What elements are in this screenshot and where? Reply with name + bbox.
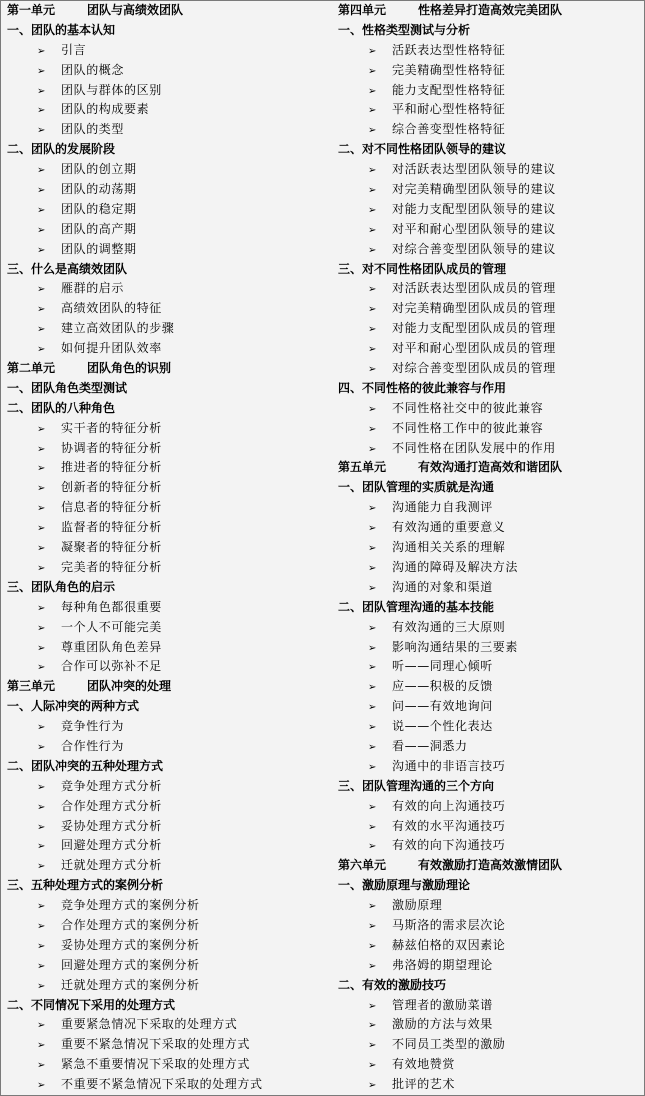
list-item bbox=[7, 817, 332, 837]
arrow-bullet-icon: ➢ bbox=[37, 1060, 46, 1072]
arrow-bullet-icon: ➢ bbox=[368, 722, 377, 734]
section-heading: 三、对不同性格团队成员的管理 bbox=[338, 261, 507, 276]
list-item bbox=[7, 1035, 332, 1055]
arrow-bullet-icon: ➢ bbox=[37, 1040, 46, 1052]
arrow-bullet-icon: ➢ bbox=[368, 622, 377, 634]
list-item bbox=[338, 1035, 644, 1055]
list-item-text: 竞争处理方式的案例分析 bbox=[61, 898, 200, 913]
list-item-text: 有效地赞赏 bbox=[392, 1057, 456, 1072]
arrow-bullet-icon: ➢ bbox=[368, 503, 377, 515]
list-item bbox=[7, 180, 332, 200]
list-item-text: 完美精确型性格特征 bbox=[392, 62, 506, 77]
list-item-text: 对能力支配型团队成员的管理 bbox=[392, 321, 556, 336]
list-item-text: 妥协处理方式的案例分析 bbox=[61, 937, 200, 952]
list-item-text: 沟通中的非语言技巧 bbox=[392, 758, 506, 773]
list-item bbox=[338, 200, 644, 220]
list-item-text: 迁就处理方式分析 bbox=[61, 858, 162, 873]
list-item bbox=[7, 1055, 332, 1075]
list-item-text: 有效的水平沟通技巧 bbox=[392, 818, 506, 833]
arrow-bullet-icon: ➢ bbox=[37, 622, 46, 634]
list-item bbox=[338, 677, 644, 697]
list-item-text: 不同性格工作中的彼此兼容 bbox=[392, 420, 544, 435]
list-item-text: 听——同理心倾听 bbox=[392, 659, 493, 674]
arrow-bullet-icon: ➢ bbox=[368, 45, 377, 57]
list-item-text: 推进者的特征分析 bbox=[61, 460, 162, 475]
arrow-bullet-icon: ➢ bbox=[37, 125, 46, 137]
list-item-text: 不同员工类型的激励 bbox=[392, 1037, 506, 1052]
list-item-text: 妥协处理方式分析 bbox=[61, 818, 162, 833]
list-item-text: 如何提升团队效率 bbox=[61, 341, 162, 356]
list-item-text: 马斯洛的需求层次论 bbox=[392, 917, 506, 932]
list-item-text: 信息者的特征分析 bbox=[61, 500, 162, 515]
unit-heading bbox=[7, 359, 332, 379]
section-heading: 二、团队冲突的五种处理方式 bbox=[7, 758, 164, 773]
list-item-text: 对活跃表达型团队成员的管理 bbox=[392, 281, 556, 296]
arrow-bullet-icon: ➢ bbox=[368, 304, 377, 316]
list-item bbox=[7, 737, 332, 757]
arrow-bullet-icon: ➢ bbox=[368, 662, 377, 674]
arrow-bullet-icon: ➢ bbox=[37, 284, 46, 296]
list-item bbox=[7, 896, 332, 916]
list-item bbox=[7, 956, 332, 976]
list-item bbox=[7, 797, 332, 817]
list-item-text: 实干者的特征分析 bbox=[61, 420, 162, 435]
list-item bbox=[338, 240, 644, 260]
arrow-bullet-icon: ➢ bbox=[37, 244, 46, 256]
arrow-bullet-icon: ➢ bbox=[37, 443, 46, 455]
arrow-bullet-icon: ➢ bbox=[37, 463, 46, 475]
arrow-bullet-icon: ➢ bbox=[37, 920, 46, 932]
arrow-bullet-icon: ➢ bbox=[368, 1020, 377, 1032]
list-item bbox=[338, 61, 644, 81]
list-item bbox=[7, 916, 332, 936]
list-item-text: 对完美精确型团队领导的建议 bbox=[392, 182, 556, 197]
arrow-bullet-icon: ➢ bbox=[37, 901, 46, 913]
list-item-text: 对能力支配型团队领导的建议 bbox=[392, 201, 556, 216]
arrow-bullet-icon: ➢ bbox=[368, 284, 377, 296]
arrow-bullet-icon: ➢ bbox=[37, 841, 46, 853]
unit-title: 性格差异打造高效完美团队 bbox=[418, 3, 563, 17]
list-item-text: 有效沟通的重要意义 bbox=[392, 520, 506, 535]
list-item-text: 激励的方法与效果 bbox=[392, 1017, 493, 1032]
arrow-bullet-icon: ➢ bbox=[368, 960, 377, 972]
unit-title: 团队冲突的处理 bbox=[87, 679, 172, 694]
list-item bbox=[7, 657, 332, 677]
arrow-bullet-icon: ➢ bbox=[37, 204, 46, 216]
list-item bbox=[338, 359, 644, 379]
list-item-text: 合作性行为 bbox=[61, 738, 125, 753]
list-item-text: 回避处理方式分析 bbox=[61, 838, 162, 853]
arrow-bullet-icon: ➢ bbox=[37, 940, 46, 952]
list-item-text: 紧急不重要情况下采取的处理方式 bbox=[61, 1057, 251, 1072]
left-column bbox=[1, 1, 332, 1095]
arrow-bullet-icon: ➢ bbox=[368, 741, 377, 753]
section-heading: 一、激励原理与激励理论 bbox=[338, 878, 471, 893]
list-item bbox=[338, 956, 644, 976]
list-item bbox=[338, 657, 644, 677]
list-item-text: 对平和耐心型团队领导的建议 bbox=[392, 221, 556, 236]
unit-heading bbox=[7, 677, 332, 697]
arrow-bullet-icon: ➢ bbox=[37, 224, 46, 236]
section-heading: 二、团队管理沟通的基本技能 bbox=[338, 599, 495, 614]
list-item bbox=[338, 558, 644, 578]
arrow-bullet-icon: ➢ bbox=[37, 960, 46, 972]
list-item bbox=[338, 180, 644, 200]
list-item bbox=[338, 916, 644, 936]
arrow-bullet-icon: ➢ bbox=[368, 185, 377, 197]
list-item-text: 团队的构成要素 bbox=[61, 102, 150, 117]
list-item bbox=[338, 996, 644, 1016]
section-heading: 一、人际冲突的两种方式 bbox=[7, 699, 140, 714]
arrow-bullet-icon: ➢ bbox=[37, 105, 46, 117]
arrow-bullet-icon: ➢ bbox=[368, 582, 377, 594]
list-item-text: 一个人不可能完美 bbox=[61, 619, 162, 634]
arrow-bullet-icon: ➢ bbox=[37, 45, 46, 57]
list-item bbox=[7, 558, 332, 578]
arrow-bullet-icon: ➢ bbox=[37, 344, 46, 356]
arrow-bullet-icon: ➢ bbox=[37, 523, 46, 535]
arrow-bullet-icon: ➢ bbox=[368, 125, 377, 137]
section-heading: 一、团队管理的实质就是沟通 bbox=[338, 480, 495, 495]
unit-number: 第六单元 bbox=[338, 858, 387, 873]
arrow-bullet-icon: ➢ bbox=[37, 662, 46, 674]
arrow-bullet-icon: ➢ bbox=[37, 821, 46, 833]
arrow-bullet-icon: ➢ bbox=[368, 801, 377, 813]
list-item-text: 对综合善变型团队领导的建议 bbox=[392, 241, 556, 256]
list-item-text: 凝聚者的特征分析 bbox=[61, 540, 162, 555]
list-item bbox=[7, 976, 332, 996]
section-heading: 一、团队的基本认知 bbox=[7, 22, 116, 37]
list-item-text: 弗洛姆的期望理论 bbox=[392, 957, 493, 972]
unit-number: 第一单元 bbox=[7, 3, 56, 17]
list-item-text: 团队与群体的区别 bbox=[61, 82, 162, 97]
list-item bbox=[338, 618, 644, 638]
list-item bbox=[7, 856, 332, 876]
list-item-text: 不重要不紧急情况下采取的处理方式 bbox=[61, 1077, 263, 1092]
arrow-bullet-icon: ➢ bbox=[368, 940, 377, 952]
arrow-bullet-icon: ➢ bbox=[37, 1080, 46, 1092]
list-item bbox=[338, 220, 644, 240]
list-item bbox=[338, 1015, 644, 1035]
arrow-bullet-icon: ➢ bbox=[368, 65, 377, 77]
list-item-text: 回避处理方式的案例分析 bbox=[61, 957, 200, 972]
section-heading: 三、团队角色的启示 bbox=[7, 579, 116, 594]
list-item bbox=[338, 160, 644, 180]
arrow-bullet-icon: ➢ bbox=[368, 523, 377, 535]
list-item-text: 高绩效团队的特征 bbox=[61, 301, 162, 316]
arrow-bullet-icon: ➢ bbox=[368, 324, 377, 336]
list-item-text: 创新者的特征分析 bbox=[61, 480, 162, 495]
list-item bbox=[7, 618, 332, 638]
list-item bbox=[7, 936, 332, 956]
list-item-text: 团队的稳定期 bbox=[61, 201, 137, 216]
list-item bbox=[7, 836, 332, 856]
list-item bbox=[7, 120, 332, 140]
arrow-bullet-icon: ➢ bbox=[368, 224, 377, 236]
list-item bbox=[7, 319, 332, 339]
list-item bbox=[7, 1015, 332, 1035]
list-item-text: 有效的向上沟通技巧 bbox=[392, 798, 506, 813]
list-item bbox=[338, 717, 644, 737]
section-heading: 三、五种处理方式的案例分析 bbox=[7, 878, 164, 893]
list-item-text: 协调者的特征分析 bbox=[61, 440, 162, 455]
arrow-bullet-icon: ➢ bbox=[37, 781, 46, 793]
list-item-text: 合作可以弥补不足 bbox=[61, 659, 162, 674]
unit-heading bbox=[7, 1, 332, 21]
list-item-text: 监督者的特征分析 bbox=[61, 520, 162, 535]
list-item-text: 应——积极的反馈 bbox=[392, 679, 493, 694]
list-item bbox=[338, 638, 644, 658]
list-item-text: 看——洞悉力 bbox=[392, 738, 468, 753]
arrow-bullet-icon: ➢ bbox=[368, 682, 377, 694]
arrow-bullet-icon: ➢ bbox=[37, 324, 46, 336]
section-heading: 一、团队角色类型测试 bbox=[7, 380, 128, 395]
section-heading: 一、性格类型测试与分析 bbox=[338, 22, 471, 37]
list-item bbox=[338, 697, 644, 717]
arrow-bullet-icon: ➢ bbox=[37, 861, 46, 873]
arrow-bullet-icon: ➢ bbox=[368, 920, 377, 932]
list-item bbox=[338, 817, 644, 837]
list-item-text: 合作处理方式分析 bbox=[61, 798, 162, 813]
list-item-text: 沟通能力自我测评 bbox=[392, 500, 493, 515]
list-item bbox=[338, 319, 644, 339]
list-item-text: 沟通的障碍及解决方法 bbox=[392, 559, 519, 574]
list-item-text: 团队的类型 bbox=[61, 122, 125, 137]
arrow-bullet-icon: ➢ bbox=[368, 821, 377, 833]
unit-heading bbox=[338, 458, 644, 478]
list-item bbox=[338, 1075, 644, 1095]
unit-number: 第四单元 bbox=[338, 3, 387, 17]
unit-title: 有效沟通打造高效和谐团队 bbox=[418, 460, 563, 475]
list-item bbox=[338, 1055, 644, 1075]
list-item-text: 竞争处理方式分析 bbox=[61, 778, 162, 793]
list-item bbox=[338, 578, 644, 598]
list-item bbox=[7, 419, 332, 439]
list-item-text: 团队的高产期 bbox=[61, 221, 137, 236]
arrow-bullet-icon: ➢ bbox=[368, 1000, 377, 1012]
arrow-bullet-icon: ➢ bbox=[368, 364, 377, 376]
list-item-text: 对完美精确型团队成员的管理 bbox=[392, 301, 556, 316]
section-heading: 二、不同情况下采用的处理方式 bbox=[7, 997, 176, 1012]
section-heading: 二、团队的八种角色 bbox=[7, 400, 116, 415]
list-item bbox=[7, 299, 332, 319]
list-item-text: 问——有效地询问 bbox=[392, 699, 493, 714]
list-item bbox=[338, 498, 644, 518]
list-item-text: 平和耐心型性格特征 bbox=[392, 102, 506, 117]
arrow-bullet-icon: ➢ bbox=[37, 642, 46, 654]
list-item bbox=[7, 498, 332, 518]
arrow-bullet-icon: ➢ bbox=[368, 423, 377, 435]
section-heading: 四、不同性格的彼此兼容与作用 bbox=[338, 380, 507, 395]
list-item bbox=[338, 737, 644, 757]
list-item-text: 团队的创立期 bbox=[61, 162, 137, 177]
list-item-text: 说——个性化表达 bbox=[392, 719, 493, 734]
list-item-text: 赫兹伯格的双因素论 bbox=[392, 937, 506, 952]
right-column bbox=[332, 1, 644, 1095]
list-item bbox=[7, 220, 332, 240]
list-item-text: 建立高效团队的步骤 bbox=[61, 321, 175, 336]
arrow-bullet-icon: ➢ bbox=[368, 403, 377, 415]
arrow-bullet-icon: ➢ bbox=[368, 702, 377, 714]
list-item bbox=[7, 717, 332, 737]
list-item-text: 完美者的特征分析 bbox=[61, 559, 162, 574]
arrow-bullet-icon: ➢ bbox=[37, 85, 46, 97]
arrow-bullet-icon: ➢ bbox=[368, 1060, 377, 1072]
list-item bbox=[338, 538, 644, 558]
list-item bbox=[338, 81, 644, 101]
list-item-text: 竞争性行为 bbox=[61, 719, 125, 734]
list-item bbox=[338, 100, 644, 120]
arrow-bullet-icon: ➢ bbox=[368, 244, 377, 256]
list-item-text: 对综合善变型团队成员的管理 bbox=[392, 361, 556, 376]
arrow-bullet-icon: ➢ bbox=[37, 483, 46, 495]
list-item bbox=[7, 518, 332, 538]
arrow-bullet-icon: ➢ bbox=[368, 344, 377, 356]
list-item-text: 团队的调整期 bbox=[61, 241, 137, 256]
list-item-text: 影响沟通结果的三要素 bbox=[392, 639, 519, 654]
list-item-text: 有效沟通的三大原则 bbox=[392, 619, 506, 634]
arrow-bullet-icon: ➢ bbox=[368, 105, 377, 117]
unit-number: 第二单元 bbox=[7, 361, 56, 376]
list-item bbox=[7, 160, 332, 180]
unit-title: 团队角色的识别 bbox=[87, 361, 172, 376]
list-item bbox=[7, 81, 332, 101]
section-heading: 三、团队管理沟通的三个方向 bbox=[338, 778, 495, 793]
arrow-bullet-icon: ➢ bbox=[368, 901, 377, 913]
list-item bbox=[338, 896, 644, 916]
arrow-bullet-icon: ➢ bbox=[368, 165, 377, 177]
unit-heading bbox=[338, 1, 644, 21]
list-item-text: 团队的概念 bbox=[61, 62, 125, 77]
list-item-text: 批评的艺术 bbox=[392, 1077, 456, 1092]
list-item-text: 综合善变型性格特征 bbox=[392, 122, 506, 137]
list-item bbox=[7, 41, 332, 61]
list-item-text: 对活跃表达型团队领导的建议 bbox=[392, 162, 556, 177]
unit-heading bbox=[338, 856, 644, 876]
list-item bbox=[338, 41, 644, 61]
list-item bbox=[338, 797, 644, 817]
list-item-text: 重要紧急情况下采取的处理方式 bbox=[61, 1017, 238, 1032]
list-item-text: 激励原理 bbox=[392, 898, 443, 913]
arrow-bullet-icon: ➢ bbox=[37, 165, 46, 177]
list-item bbox=[7, 200, 332, 220]
arrow-bullet-icon: ➢ bbox=[368, 642, 377, 654]
arrow-bullet-icon: ➢ bbox=[37, 304, 46, 316]
list-item bbox=[7, 777, 332, 797]
list-item bbox=[7, 240, 332, 260]
unit-title: 有效激励打造高效激情团队 bbox=[418, 858, 563, 873]
arrow-bullet-icon: ➢ bbox=[37, 1020, 46, 1032]
arrow-bullet-icon: ➢ bbox=[368, 85, 377, 97]
arrow-bullet-icon: ➢ bbox=[37, 65, 46, 77]
list-item bbox=[338, 299, 644, 319]
list-item-text: 沟通的对象和渠道 bbox=[392, 579, 493, 594]
list-item bbox=[7, 61, 332, 81]
list-item bbox=[338, 419, 644, 439]
list-item bbox=[7, 458, 332, 478]
list-item-text: 能力支配型性格特征 bbox=[392, 82, 506, 97]
list-item-text: 引言 bbox=[61, 42, 87, 57]
list-item bbox=[338, 757, 644, 777]
arrow-bullet-icon: ➢ bbox=[368, 443, 377, 455]
list-item bbox=[7, 1075, 332, 1095]
arrow-bullet-icon: ➢ bbox=[368, 543, 377, 555]
arrow-bullet-icon: ➢ bbox=[37, 801, 46, 813]
arrow-bullet-icon: ➢ bbox=[368, 562, 377, 574]
list-item bbox=[338, 399, 644, 419]
arrow-bullet-icon: ➢ bbox=[37, 185, 46, 197]
unit-number: 第三单元 bbox=[7, 679, 56, 694]
list-item bbox=[7, 478, 332, 498]
unit-number: 第五单元 bbox=[338, 460, 387, 475]
list-item bbox=[338, 439, 644, 459]
list-item bbox=[7, 100, 332, 120]
list-item bbox=[338, 120, 644, 140]
unit-title: 团队与高绩效团队 bbox=[87, 3, 184, 17]
arrow-bullet-icon: ➢ bbox=[37, 602, 46, 614]
section-heading: 二、有效的激励技巧 bbox=[338, 977, 447, 992]
arrow-bullet-icon: ➢ bbox=[368, 841, 377, 853]
list-item-text: 沟通相关关系的理解 bbox=[392, 540, 506, 555]
list-item-text: 雁群的启示 bbox=[61, 281, 125, 296]
list-item bbox=[7, 339, 332, 359]
section-heading: 三、什么是高绩效团队 bbox=[7, 261, 128, 276]
arrow-bullet-icon: ➢ bbox=[368, 1040, 377, 1052]
list-item bbox=[338, 936, 644, 956]
list-item-text: 对平和耐心型团队成员的管理 bbox=[392, 341, 556, 356]
section-heading: 二、对不同性格团队领导的建议 bbox=[338, 142, 507, 157]
list-item-text: 尊重团队角色差异 bbox=[61, 639, 162, 654]
list-item-text: 不同性格社交中的彼此兼容 bbox=[392, 400, 544, 415]
list-item bbox=[7, 439, 332, 459]
arrow-bullet-icon: ➢ bbox=[37, 722, 46, 734]
list-item-text: 活跃表达型性格特征 bbox=[392, 42, 506, 57]
list-item bbox=[338, 339, 644, 359]
list-item-text: 每种角色都很重要 bbox=[61, 599, 162, 614]
arrow-bullet-icon: ➢ bbox=[37, 543, 46, 555]
list-item bbox=[7, 279, 332, 299]
list-item bbox=[338, 836, 644, 856]
list-item-text: 团队的动荡期 bbox=[61, 182, 137, 197]
list-item-text: 合作处理方式的案例分析 bbox=[61, 917, 200, 932]
arrow-bullet-icon: ➢ bbox=[37, 423, 46, 435]
list-item-text: 迁就处理方式的案例分析 bbox=[61, 977, 200, 992]
list-item bbox=[7, 538, 332, 558]
list-item-text: 重要不紧急情况下采取的处理方式 bbox=[61, 1037, 251, 1052]
list-item-text: 管理者的激励菜谱 bbox=[392, 997, 493, 1012]
arrow-bullet-icon: ➢ bbox=[37, 980, 46, 992]
arrow-bullet-icon: ➢ bbox=[37, 503, 46, 515]
list-item bbox=[7, 598, 332, 618]
list-item bbox=[7, 638, 332, 658]
arrow-bullet-icon: ➢ bbox=[368, 204, 377, 216]
arrow-bullet-icon: ➢ bbox=[368, 1080, 377, 1092]
section-heading: 二、团队的发展阶段 bbox=[7, 142, 116, 157]
list-item-text: 有效的向下沟通技巧 bbox=[392, 838, 506, 853]
arrow-bullet-icon: ➢ bbox=[37, 562, 46, 574]
list-item bbox=[338, 279, 644, 299]
list-item bbox=[338, 518, 644, 538]
arrow-bullet-icon: ➢ bbox=[37, 741, 46, 753]
arrow-bullet-icon: ➢ bbox=[368, 761, 377, 773]
list-item-text: 不同性格在团队发展中的作用 bbox=[392, 440, 556, 455]
